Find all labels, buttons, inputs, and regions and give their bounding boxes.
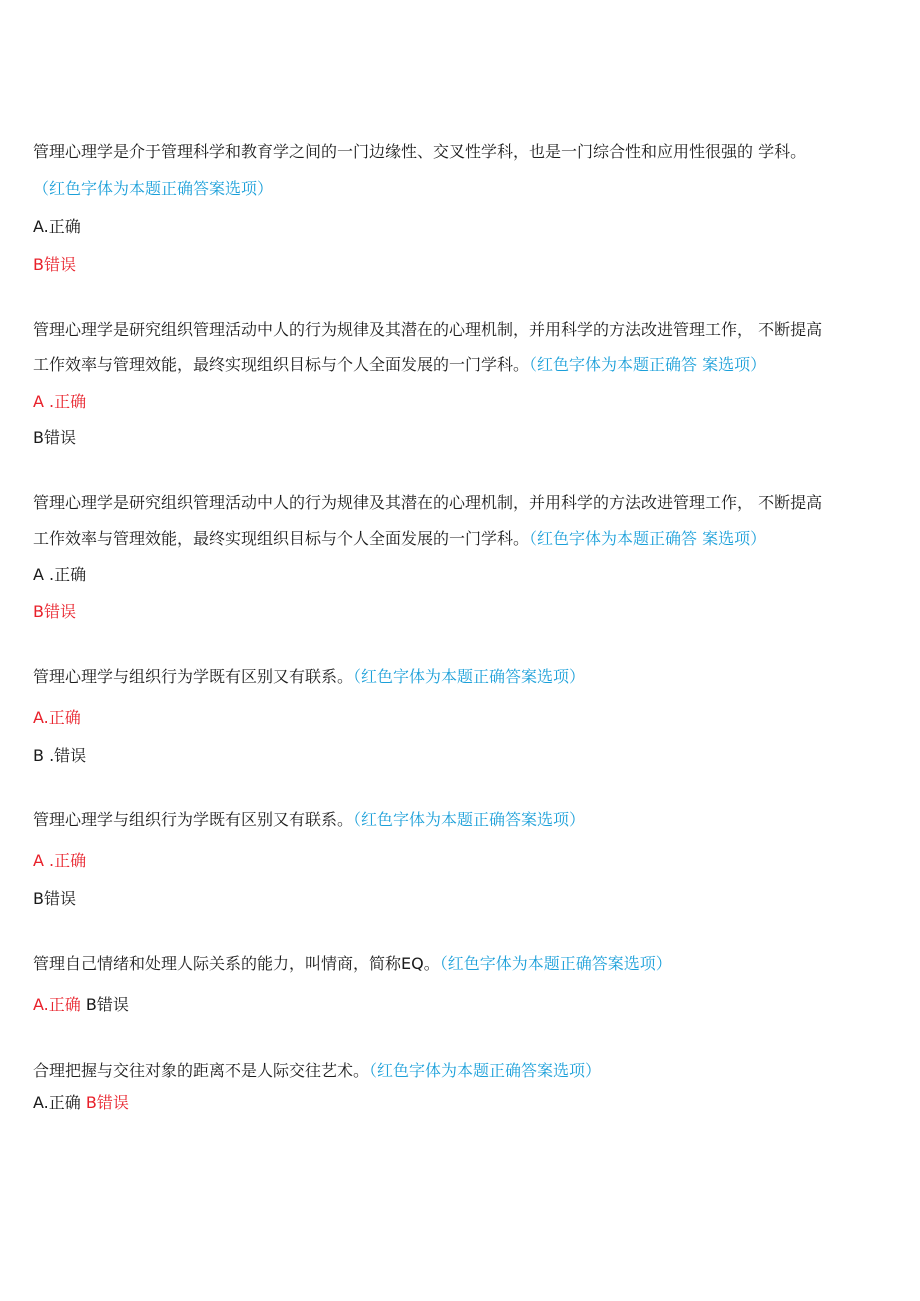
question-7-option-a: A.正确 xyxy=(33,1093,81,1112)
question-7-text-body: 合理把握与交往对象的距离不是人际交往艺术。 xyxy=(33,1061,370,1080)
question-3-text-line1: 管理心理学是研究组织管理活动中人的行为规律及其潜在的心理机制，并用科学的方法改进管理工作， 不断提高 xyxy=(33,493,823,512)
question-7-options xyxy=(33,1092,890,1114)
question-4-option-a-correct: A.正确 xyxy=(33,708,81,727)
question-2-option-b: B错误 xyxy=(33,428,76,447)
question-1-hint: （红色字体为本题正确答案选项） xyxy=(33,179,274,198)
question-1-option-a: A.正确 xyxy=(33,217,81,236)
question-6-text xyxy=(33,953,890,975)
question-3-option-b-correct: B错误 xyxy=(33,602,76,621)
question-1-text: 管理心理学是介于管理科学和教育学之间的一门边缘性、交叉性学科，也是一门综合性和应用性很强的 学科。 xyxy=(33,142,807,161)
question-3-text-line2-body: 工作效率与管理效能，最终实现组织目标与个人全面发展的一门学科。 xyxy=(33,529,530,548)
question-2-text-line1: 管理心理学是研究组织管理活动中人的行为规律及其潜在的心理机制，并用科学的方法改进管理工作， 不断提高 xyxy=(33,320,823,339)
question-5-text-body: 管理心理学与组织行为学既有区别又有联系。 xyxy=(33,810,354,829)
question-7-text xyxy=(33,1060,890,1082)
question-4-option-b: B .错误 xyxy=(33,746,87,765)
question-6-option-b: B错误 xyxy=(85,995,129,1014)
question-4-text xyxy=(33,666,890,688)
question-4-hint: （红色字体为本题正确答案选项） xyxy=(353,667,586,686)
question-7-option-b-correct: B错误 xyxy=(85,1093,129,1112)
question-3-text-line2 xyxy=(33,528,890,550)
question-2-hint: （红色字体为本题正确答 案选项） xyxy=(529,355,767,374)
question-2-text-line2 xyxy=(33,354,890,376)
question-5-option-b: B错误 xyxy=(33,889,76,908)
question-5-hint: （红色字体为本题正确答案选项） xyxy=(353,810,586,829)
question-6-option-a-correct: A.正确 xyxy=(33,995,81,1014)
question-2-text-line2-body: 工作效率与管理效能，最终实现组织目标与个人全面发展的一门学科。 xyxy=(33,355,530,374)
question-6-text-body: 管理自己情绪和处理人际关系的能力，叫情商，简称EQ。 xyxy=(33,954,440,973)
question-4-text-body: 管理心理学与组织行为学既有区别又有联系。 xyxy=(33,667,354,686)
question-2-option-a-correct: A .正确 xyxy=(33,392,87,411)
question-3-hint: （红色字体为本题正确答 案选项） xyxy=(529,529,767,548)
question-6-options xyxy=(33,994,890,1016)
question-7-hint: （红色字体为本题正确答案选项） xyxy=(369,1061,602,1080)
question-3-option-a: A .正确 xyxy=(33,565,87,584)
question-6-hint: （红色字体为本题正确答案选项） xyxy=(439,954,672,973)
question-5-option-a-correct: A .正确 xyxy=(33,851,87,870)
question-1-option-b-correct: B错误 xyxy=(33,255,76,274)
question-5-text xyxy=(33,809,890,831)
